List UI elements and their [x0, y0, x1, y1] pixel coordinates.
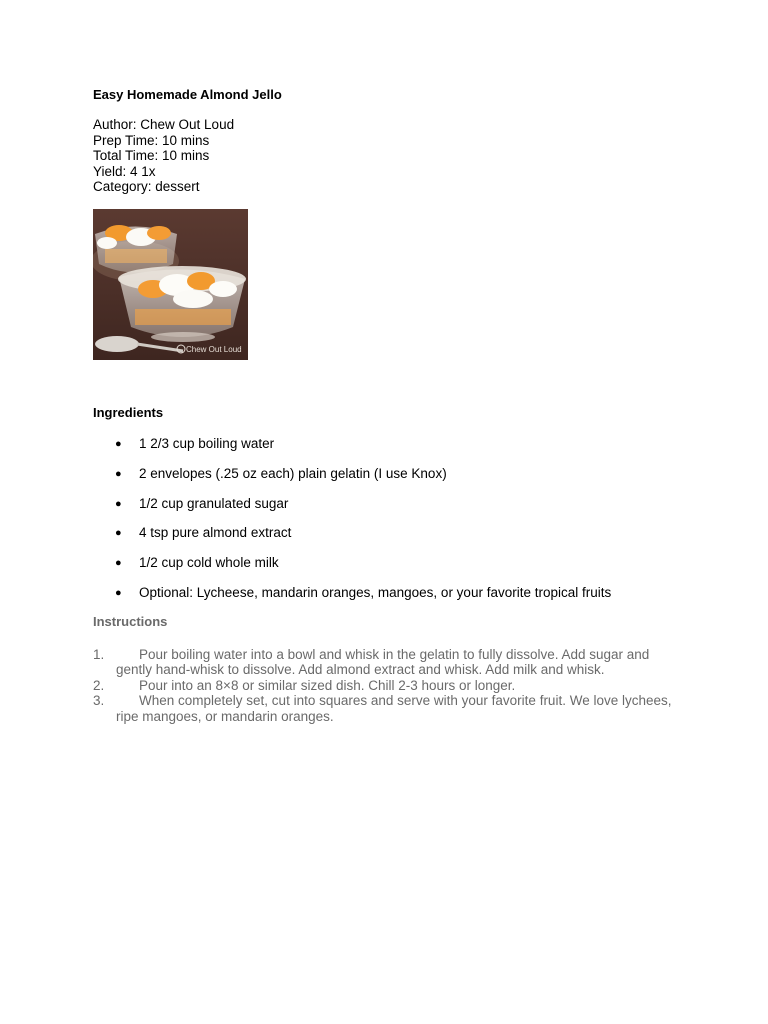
step-text: Pour boiling water into a bowl and whisk in the gelatin to fully dissolve. Add sugar and gently hand-whisk to dissolve. Add almond extract and whisk. Add milk and whisk. — [116, 647, 650, 678]
ingredients-heading: Ingredients — [93, 405, 164, 420]
meta-category: Category: dessert — [93, 179, 200, 194]
recipe-meta — [93, 117, 234, 195]
step-number: 3. — [93, 693, 105, 709]
list-item — [0, 647, 768, 678]
step-text: Pour into an 8×8 or similar sized dish. Chill 2-3 hours or longer. — [139, 677, 516, 693]
meta-prep-time: Prep Time: 10 mins — [93, 132, 210, 148]
ingredient-text: Optional: Lycheese, mandarin oranges, mangoes, or your favorite tropical fruits — [139, 584, 612, 600]
ingredient-text: 1 2/3 cup boiling water — [139, 436, 275, 451]
bullet-icon: ● — [115, 467, 122, 480]
list-item — [0, 693, 768, 724]
bullet-icon: ● — [115, 438, 122, 450]
list-item — [0, 678, 768, 693]
bullet-icon: ● — [115, 527, 122, 540]
recipe-photo — [93, 209, 248, 360]
photo-watermark: Chew Out Loud — [186, 345, 242, 354]
instructions-list — [0, 647, 768, 724]
ingredient-text: 2 envelopes (.25 oz each) plain gelatin (I use Knox) — [139, 465, 447, 481]
meta-author: Author: Chew Out Loud — [93, 117, 235, 132]
ingredient-text: 4 tsp pure almond extract — [139, 525, 292, 541]
meta-yield: Yield: 4 1x — [93, 163, 156, 179]
recipe-title: Easy Homemade Almond Jello — [93, 87, 282, 102]
bullet-icon: ● — [115, 586, 122, 599]
bullet-icon: ● — [115, 497, 122, 510]
bullet-icon: ● — [115, 557, 122, 570]
step-text: When completely set, cut into squares and serve with your favorite fruit. We love lychees, ripe mangoes, or mandarin oranges. — [116, 693, 672, 724]
step-number: 2. — [93, 677, 105, 693]
ingredient-text: 1/2 cup granulated sugar — [139, 495, 289, 511]
ingredient-text: 1/2 cup cold whole milk — [139, 555, 279, 571]
step-number: 1. — [93, 647, 105, 662]
meta-total-time: Total Time: 10 mins — [93, 148, 210, 163]
instructions-heading: Instructions — [93, 614, 168, 629]
